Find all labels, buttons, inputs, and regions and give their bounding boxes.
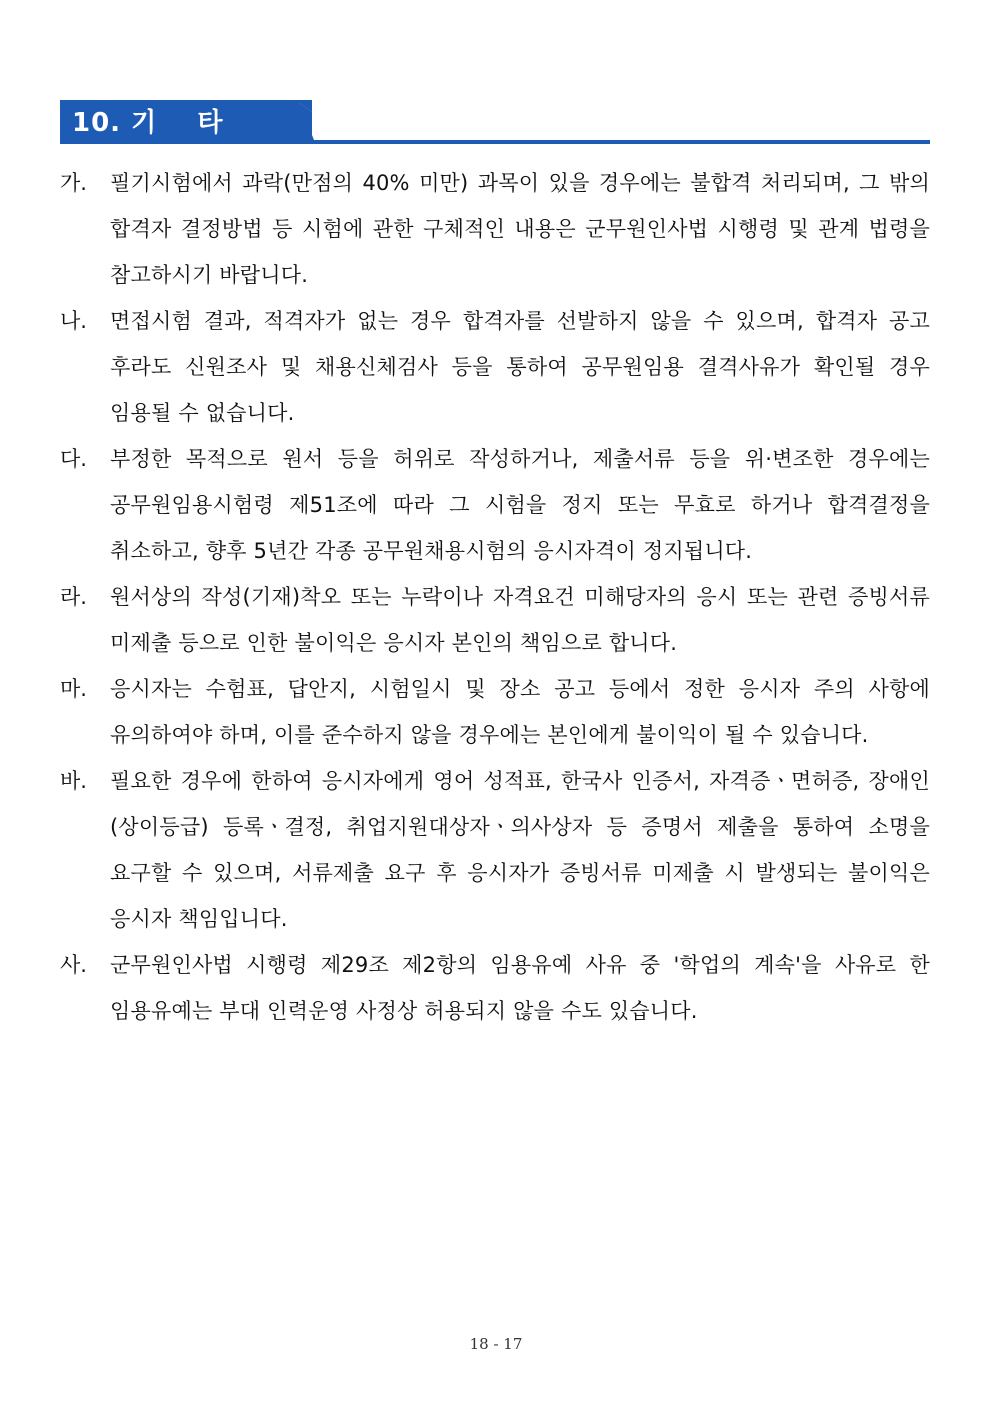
page-number: 18 - 17 — [469, 1335, 523, 1353]
item-marker: 라. — [60, 585, 87, 609]
notice-list — [60, 160, 930, 1034]
item-text: 면접시험 결과, 적격자가 없는 경우 합격자를 선발하지 않을 수 있으며, 합격자 공고 후라도 신원조사 및 채용신체검사 등을 통하여 공무원임용 결격사유가 확인될 경우 임용될 수 없습니다. — [110, 309, 930, 425]
list-item — [60, 436, 930, 574]
item-marker: 바. — [60, 769, 87, 793]
list-item — [60, 574, 930, 666]
list-item — [60, 942, 930, 1034]
list-item — [60, 758, 930, 942]
item-marker: 마. — [60, 677, 87, 701]
list-item — [60, 666, 930, 758]
section-title: 10. 기 타 — [72, 108, 224, 138]
item-marker: 나. — [60, 309, 87, 333]
list-item — [60, 298, 930, 436]
section-header — [60, 100, 930, 146]
item-text: 응시자는 수험표, 답안지, 시험일시 및 장소 공고 등에서 정한 응시자 주의 사항에 유의하여야 하며, 이를 준수하지 않을 경우에는 본인에게 불이익이 될 수 있습니다. — [110, 677, 930, 747]
list-item — [60, 160, 930, 298]
item-text: 필요한 경우에 한하여 응시자에게 영어 성적표, 한국사 인증서, 자격증ㆍ면허증, 장애인(상이등급) 등록ㆍ결정, 취업지원대상자ㆍ의사상자 등 증명서 제출을 통하여 소명을 요구할 수 있으며, 서류제출 요구 후 응시자가 증빙서류 미제출 시 발생되는 불이익은 응시자 책임입니다. — [110, 769, 930, 931]
item-text: 원서상의 작성(기재)착오 또는 누락이나 자격요건 미해당자의 응시 또는 관련 증빙서류 미제출 등으로 인한 불이익은 응시자 본인의 책임으로 합니다. — [110, 585, 930, 655]
item-text: 필기시험에서 과락(만점의 40% 미만) 과목이 있을 경우에는 불합격 처리되며, 그 밖의 합격자 결정방법 등 시험에 관한 구체적인 내용은 군무원인사법 시행령 및 관계 법령을 참고하시기 바랍니다. — [110, 171, 930, 287]
item-marker: 다. — [60, 447, 87, 471]
item-marker: 사. — [60, 953, 87, 977]
item-text: 부정한 목적으로 원서 등을 허위로 작성하거나, 제출서류 등을 위·변조한 경우에는 공무원임용시험령 제51조에 따라 그 시험을 정지 또는 무효로 하거나 합격결정을 취소하고, 향후 5년간 각종 공무원채용시험의 응시자격이 정지됩니다. — [110, 447, 930, 563]
item-marker: 가. — [60, 171, 87, 195]
item-text: 군무원인사법 시행령 제29조 제2항의 임용유예 사유 중 '학업의 계속'을 사유로 한 임용유예는 부대 인력운영 사정상 허용되지 않을 수도 있습니다. — [110, 953, 930, 1023]
